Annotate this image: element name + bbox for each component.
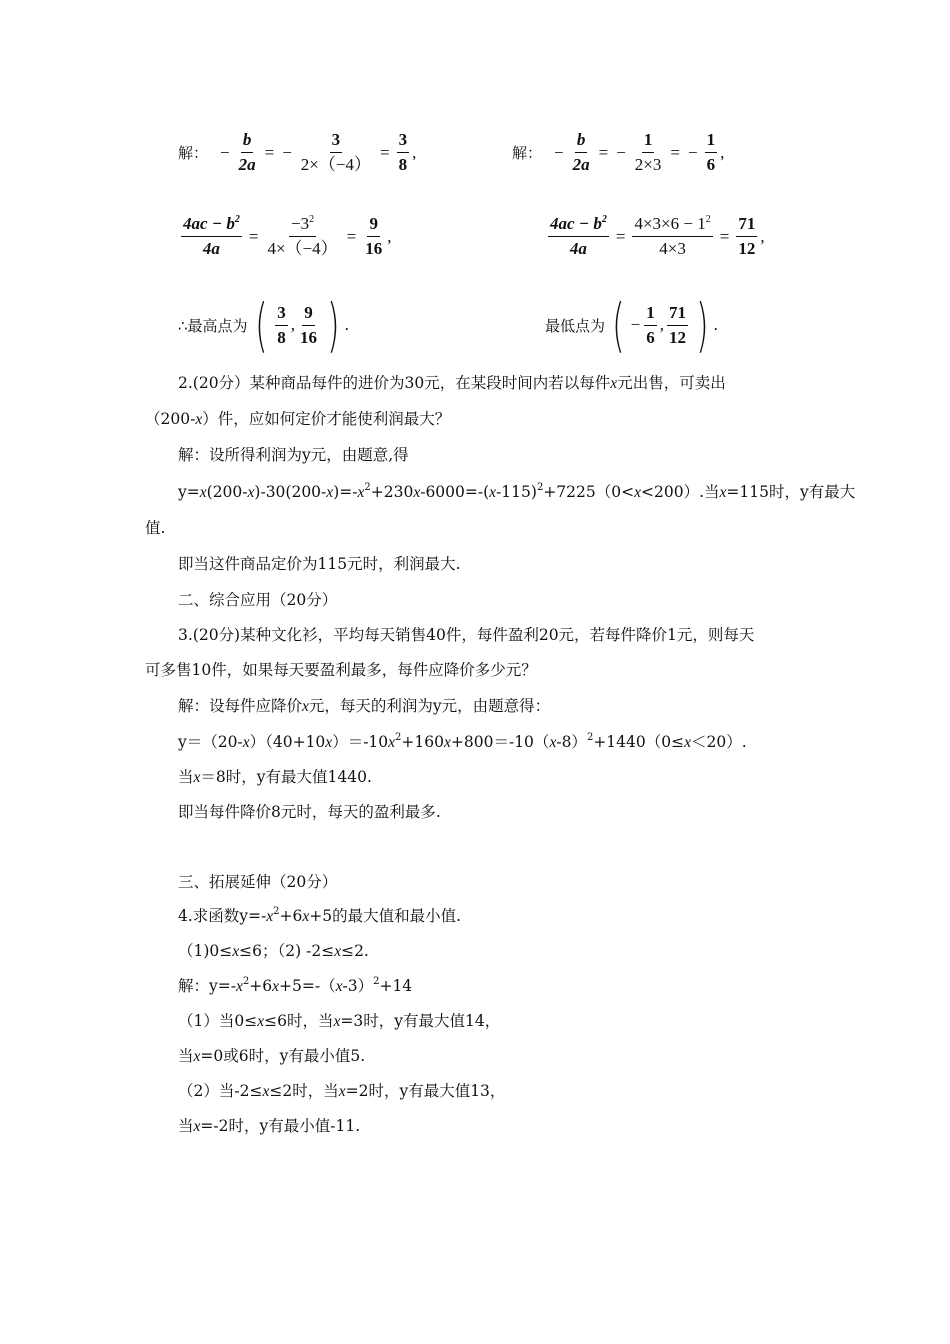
text: +230 <box>370 483 414 501</box>
left-highest-point <box>178 291 349 359</box>
comma: , <box>720 142 725 162</box>
text: -115) <box>496 483 537 501</box>
equals-sign: = <box>264 142 275 162</box>
text: -6000=-( <box>420 483 490 501</box>
text: +160 <box>401 733 444 751</box>
text: -3） <box>342 977 374 995</box>
exponent: 2 <box>309 214 315 225</box>
denominator: 4×3 <box>659 239 686 258</box>
q4-statement <box>178 906 461 927</box>
numerator <box>548 212 609 237</box>
text: 元出售，可卖出 <box>617 374 726 392</box>
numerator-text: −3 <box>291 214 310 233</box>
text: -8） <box>556 733 587 751</box>
solution-label: 解： <box>178 144 209 162</box>
exponent: 2 <box>705 214 711 225</box>
variable-x: x <box>302 698 309 715</box>
exponent: 2 <box>536 482 544 493</box>
equals-sign: = <box>248 226 259 246</box>
text: +6 <box>249 977 273 995</box>
variable-x: x <box>413 484 421 501</box>
fraction-result <box>705 128 718 177</box>
variable-x: x <box>333 1013 341 1030</box>
text: +14 <box>379 977 413 995</box>
left-paren: ( <box>254 291 268 359</box>
variable-x: x <box>242 734 250 751</box>
text: ≤2. <box>341 942 369 960</box>
text: 2.(20分）某种商品每件的进价为30元，在某段时间内若以每件 <box>178 374 611 392</box>
variable-x: x <box>719 484 727 501</box>
variable-x: x <box>302 908 310 925</box>
numerator: 9 <box>302 301 315 326</box>
numerator: 3 <box>330 128 343 153</box>
section-2-heading: 二、综合应用（20分） <box>178 591 338 609</box>
text: 当 <box>178 1117 194 1135</box>
text: ）（40+10 <box>249 733 326 751</box>
numerator: b <box>241 128 254 153</box>
q3-conclusion: 即当每件降价8元时，每天的盈利最多. <box>178 803 441 821</box>
text: +5=-（ <box>279 977 336 995</box>
minus-sign: − <box>616 142 626 162</box>
period: . <box>713 315 718 334</box>
right-vertex-x-formula <box>512 128 724 177</box>
variable-x: x <box>272 978 279 995</box>
fraction-substituted <box>633 128 664 177</box>
text: +5的最大值和最小值. <box>309 907 462 925</box>
q2-equation <box>178 482 855 503</box>
text: 当 <box>178 1047 194 1065</box>
denominator: 6 <box>706 155 716 174</box>
exponent: 2 <box>601 214 607 225</box>
solution-label: 解： <box>512 144 543 162</box>
equals-sign: = <box>719 226 730 246</box>
fraction-4ac-b2-over-4a <box>548 212 609 261</box>
q3-equation <box>178 732 747 753</box>
text: +6 <box>279 907 303 925</box>
text: （200- <box>145 410 196 428</box>
text: 当 <box>178 768 194 786</box>
variable-x: x <box>549 734 557 751</box>
numerator: b <box>575 128 588 153</box>
fraction-result <box>736 212 757 261</box>
numerator-text: 4×3×6 − 1 <box>634 214 706 233</box>
q4-solution <box>178 976 412 997</box>
numerator: 1 <box>642 128 655 153</box>
variable-x: x <box>444 734 451 751</box>
variable-x: x <box>235 978 243 995</box>
text: ＜20）. <box>691 733 747 751</box>
q4-case1-min <box>178 1046 365 1067</box>
variable-x: x <box>357 484 365 501</box>
numerator <box>632 212 712 237</box>
period: . <box>344 315 349 334</box>
numerator: 9 <box>367 212 380 237</box>
exponent: 2 <box>242 976 250 987</box>
variable-x: x <box>325 734 333 751</box>
variable-x: x <box>232 943 240 960</box>
q2-line-2 <box>145 409 450 430</box>
minus-sign: − <box>630 315 641 334</box>
exponent: 2 <box>273 906 280 917</box>
exponent: 2 <box>586 732 594 743</box>
numerator <box>181 212 242 237</box>
numerator: 3 <box>397 128 410 153</box>
minus-sign: − <box>220 142 230 162</box>
q2-line-1 <box>178 373 726 394</box>
right-lowest-point <box>545 291 718 359</box>
lowest-point-label: 最低点为 <box>545 316 606 335</box>
text: <200）.当 <box>641 483 720 501</box>
q3-max-value <box>178 767 372 788</box>
denominator: 8 <box>277 327 286 347</box>
text: =-2时，y有最小值-11. <box>200 1117 361 1135</box>
text: 4.求函数y=- <box>178 907 267 925</box>
variable-x: x <box>335 978 343 995</box>
text: )-30(200- <box>254 483 327 501</box>
highest-point-label: ∴最高点为 <box>178 316 248 335</box>
q4-ranges <box>178 941 369 962</box>
variable-x: x <box>334 943 342 960</box>
denominator: 4a <box>202 239 220 258</box>
minus-sign: − <box>554 142 564 162</box>
text: (200- <box>206 483 248 501</box>
numerator: 1 <box>705 128 718 153</box>
comma: , <box>659 315 664 334</box>
variable-x: x <box>326 484 334 501</box>
text: 解：y=- <box>178 977 236 995</box>
exponent: 2 <box>234 214 240 225</box>
denominator: 4a <box>569 239 587 258</box>
denominator: 2×（−4） <box>300 155 371 174</box>
left-paren: ( <box>612 291 625 359</box>
equals-sign: = <box>379 142 390 162</box>
equals-sign: = <box>670 142 680 162</box>
text: ）件，应如何定价才能使利润最大？ <box>202 410 451 428</box>
fraction-4ac-b2-over-4a <box>181 212 242 261</box>
q3-line-1: 3.(20分)某种文化衫，平均每天销售40件，每件盈利20元，若每件降价1元，则每天 <box>178 626 755 644</box>
text: （1)0≤ <box>178 942 233 960</box>
text: =2时，y有最大值13， <box>345 1082 506 1100</box>
variable-x: x <box>338 1083 346 1100</box>
point-x-fraction <box>275 301 288 350</box>
fraction-b-over-2a <box>571 128 592 177</box>
variable-x: x <box>193 1118 201 1135</box>
right-vertex-y-formula <box>545 212 765 261</box>
text: 解：设每件应降价 <box>178 697 303 715</box>
q4-case2-max <box>178 1081 505 1102</box>
numerator-text: 4ac − b <box>183 214 235 233</box>
equals-sign: = <box>615 226 626 246</box>
minus-sign: − <box>282 142 292 162</box>
fraction-substituted <box>632 212 712 261</box>
variable-x: x <box>388 734 396 751</box>
text: =115时，y有最大 <box>726 483 856 501</box>
fraction-result <box>363 212 384 261</box>
text: ）＝-10 <box>332 733 389 751</box>
variable-x: x <box>489 484 497 501</box>
denominator: 12 <box>669 327 686 347</box>
text: （1）当0≤ <box>178 1012 258 1030</box>
text: y＝（20- <box>178 733 243 751</box>
text: +7225（0< <box>543 483 635 501</box>
equals-sign: = <box>598 142 609 162</box>
point-y-fraction <box>298 301 319 350</box>
fraction-result <box>397 128 410 177</box>
denominator: 2a <box>238 155 256 174</box>
variable-x: x <box>684 734 691 751</box>
variable-x: x <box>193 769 201 786</box>
right-paren: ) <box>696 291 709 359</box>
q2-conclusion: 即当这件商品定价为115元时，利润最大. <box>178 555 461 573</box>
fraction-b-over-2a <box>237 128 258 177</box>
point-y-fraction <box>667 301 688 350</box>
fraction-substituted <box>265 212 339 261</box>
comma: , <box>412 142 417 162</box>
text: +800＝-10（ <box>450 733 550 751</box>
variable-x: x <box>610 375 618 392</box>
denominator: 2×3 <box>634 155 662 174</box>
variable-x: x <box>634 484 641 501</box>
comma: , <box>760 226 765 246</box>
denominator: 4×（−4） <box>267 239 338 258</box>
left-vertex-y-formula <box>178 212 391 261</box>
text: )=- <box>333 483 358 501</box>
exponent: 2 <box>373 976 380 987</box>
right-paren: ) <box>327 291 340 359</box>
variable-x: x <box>193 1048 201 1065</box>
comma: , <box>387 226 392 246</box>
text: ≤6；（2) -2≤ <box>239 942 335 960</box>
left-vertex-x-formula <box>178 128 416 177</box>
text: +1440（0≤ <box>593 733 685 751</box>
denominator: 16 <box>365 239 383 258</box>
minus-sign: − <box>687 142 698 162</box>
comma: , <box>290 315 295 334</box>
denominator: 8 <box>398 155 408 174</box>
point-x-fraction <box>644 301 657 350</box>
denominator: 2a <box>572 155 590 174</box>
variable-x: x <box>266 908 274 925</box>
denominator: 6 <box>646 327 655 347</box>
denominator: 12 <box>738 239 756 258</box>
text: =0或6时，y有最小值5. <box>200 1047 366 1065</box>
q3-line-2: 可多售10件，如果每天要盈利最多，每件应降价多少元？ <box>145 661 537 679</box>
equals-sign: = <box>346 226 357 246</box>
variable-x: x <box>247 484 255 501</box>
q4-case1-max <box>178 1011 500 1032</box>
variable-x: x <box>257 1013 265 1030</box>
exponent: 2 <box>364 482 371 493</box>
exponent: 2 <box>395 732 402 743</box>
denominator: 16 <box>299 327 317 347</box>
numerator: 1 <box>644 301 657 326</box>
variable-x: x <box>262 1083 270 1100</box>
text: ≤6时，当 <box>264 1012 334 1030</box>
q4-case2-min <box>178 1116 360 1137</box>
text: y= <box>178 483 200 501</box>
text: =3时，y有最大值14， <box>340 1012 501 1030</box>
numerator: 3 <box>275 301 288 326</box>
section-3-heading: 三、拓展延伸（20分） <box>178 873 338 891</box>
fraction-substituted <box>299 128 373 177</box>
numerator: 71 <box>736 212 757 237</box>
text: 元，每天的利润为y元，由题意得： <box>308 697 551 715</box>
q2-solution-intro: 解：设所得利润为y元，由题意,得 <box>178 446 409 464</box>
variable-x: x <box>195 411 203 428</box>
variable-x: x <box>199 484 207 501</box>
q3-solution-intro <box>178 696 550 717</box>
text: ＝8时，y有最大值1440. <box>200 768 372 786</box>
text: ≤2时，当 <box>269 1082 339 1100</box>
numerator-text: 4ac − b <box>550 214 602 233</box>
numerator: 71 <box>667 301 688 326</box>
q2-equation-continued: 值. <box>145 519 166 537</box>
numerator <box>289 212 316 237</box>
text: （2）当-2≤ <box>178 1082 263 1100</box>
